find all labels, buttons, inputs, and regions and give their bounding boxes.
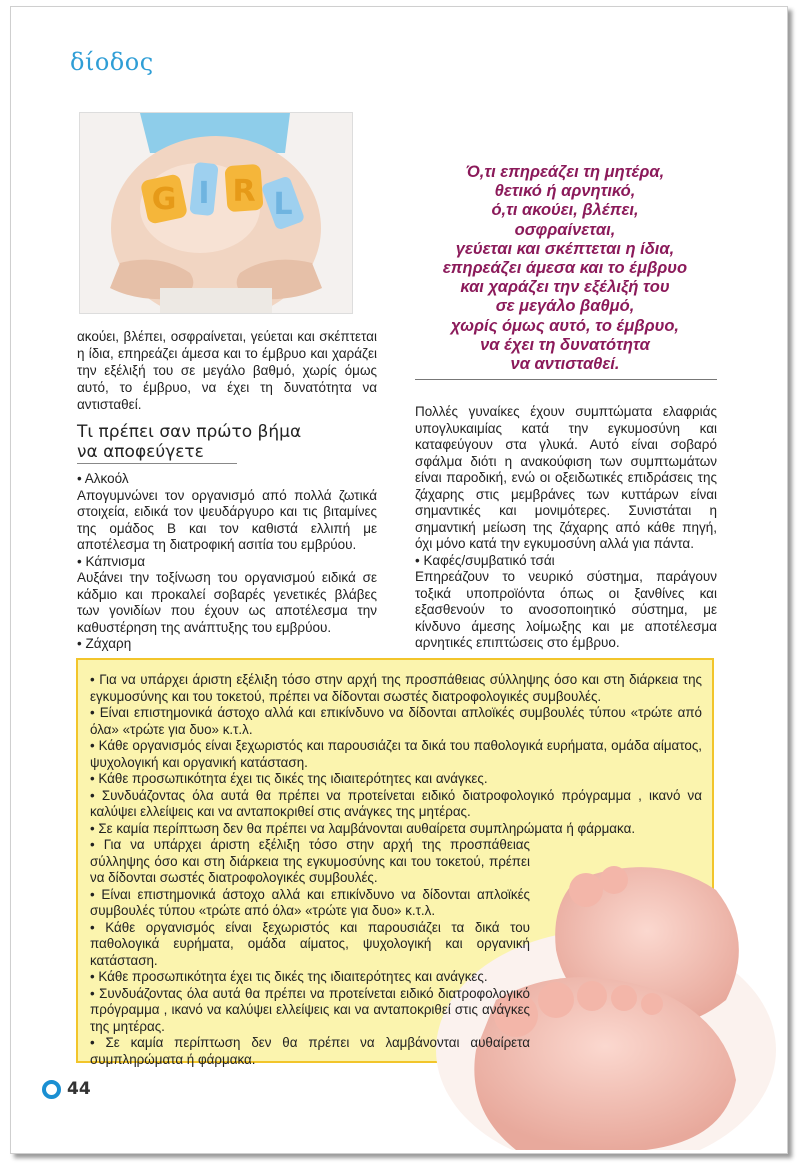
quote-line: και χαράζει την εξέλιξή του [460,278,670,297]
letter-i: I [198,176,210,211]
quote-line: γεύεται και σκέπτεται η ίδια, [455,239,675,258]
quote-line: να έχει τη δυνατότητα [480,335,650,354]
advice-list-narrow [90,837,530,1068]
advice-item: • Είναι επιστημονικά άστοχο αλλά και επικίνδυνο να δίδονται απλοϊκές συμβουλές τύπου «τρώτε από όλα» «τρώτε για δυο» κ.τ.λ. [90,886,530,918]
quote-line: οσφραίνεται, [514,220,616,239]
advice-item: • Κάθε προσωπικότητα έχει τις δικές της ιδιαιτερότητες και ανάγκες. [90,771,488,786]
advice-item: • Κάθε οργανισμός είναι ξεχωριστός και παρουσιάζει τα δικά του παθολογικά ευρήματα, ομάδα αίματος, ψυχολογική και οργανική κατάσταση. [90,919,530,968]
coffee-paragraph: Επηρεάζουν το νευρικό σύστημα, παράγουν τοξικά υποπροϊόντα όπως οι ξανθίνες και εξασθενούν το ανοσοποιητικό σύστημα, με κίνδυνο άμεσης λοίμωξης και με αποτέλεσμα αρνητικές επιπτώσεις στο έμβρυο. [415,569,717,650]
list-item-alcohol: • Αλκοόλ [77,471,129,486]
quote-line: Ό,τι επηρεάζει τη μητέρα, [465,163,665,181]
advice-item: • Για να υπάρχει άριστη εξέλιξη τόσο στην αρχή της προσπάθειας σύλληψης όσο και στη διάρκεια της εγκυμοσύνης και του τοκετού, πρέπει να δίδονται σωστές διατροφολογικές συμβουλές. [90,672,702,704]
list-text-alcohol: Απογυμνώνει τον οργανισμό από πολλά ζωτικά στοιχεία, ειδικά τον ψευδάργυρο και τις βιταμίνες της ομάδος Β και τον καθιστά ελλιπή με αποτέλεσμα τη διατροφική ασιτία του εμβρύου. [77,487,377,552]
quote-line: επηρεάζει άμεσα και το έμβρυο [442,259,688,278]
pull-quote [415,163,715,374]
advice-item: • Σε καμία περίπτωση δεν θα πρέπει να λαμβάνονται αυθαίρετα συμπληρώματα ή φάρμακα. [90,820,636,836]
page-number [42,1079,91,1099]
advice-item: • Συνδυάζοντας όλα αυτά θα πρέπει να προτείνεται ειδικό διατροφολογικό πρόγραμμα , ικανό να καλύψει ελλείψεις και να ανταποκριθεί στις ανάγκες της μητέρας. [90,787,702,819]
letter-r: R [232,174,256,209]
quote-line: ό,τι ακούει, βλέπει, [491,201,639,220]
advice-item: • Για να υπάρχει άριστη εξέλιξη τόσο στην αρχή της προσπάθειας σύλληψης όσο και στη διάρκεια της εγκυμοσύνης και του τοκετού, πρέπει να δίδονται σωστές διατροφολογικές συμβουλές. [90,837,530,885]
heading-line-2: να αποφεύγετε [77,442,204,462]
sugar-paragraph: Πολλές γυναίκες έχουν συμπτώματα ελαφριάς υπογλυκαιμίας κατά την εγκυμοσύνη και καταφεύγουν στα γλυκά. Αυτό είναι σοβαρό σφάλμα διότι η ανακούφιση των συμπτωμάτων είναι παροδική, ενώ οι οξειδωτικές επιδράσεις της ζάχαρης στις μεμβράνες των κυττάρων είναι σημαντικές και μονιμότερες. Συνιστάται η σημαντική μείωση της ζάχαρης από κάθε πηγή, όχι μόνο κατά την εγκυμοσύνη αλλά για πάντα. [415,404,717,551]
list-item-smoking: • Κάπνισμα [77,553,146,569]
advice-item: • Κάθε προσωπικότητα έχει τις δικές της ιδιαιτερότητες και ανάγκες. [90,969,488,984]
page-number-text: 44 [67,1079,91,1099]
quote-line: θετικό ή αρνητικό, [494,182,636,201]
list-text-smoking: Αυξάνει την τοξίνωση του οργανισμού ειδικά σε κάδμιο και προκαλεί σοβαρές γενετικές βλάβες των γονιδίων που έχουν ως αποτέλεσμα την καθυστέρηση της ανάπτυξης του εμβρύου. [77,570,377,635]
pregnant-belly-photo [79,112,353,314]
advice-item: • Συνδυάζοντας όλα αυτά θα πρέπει να προτείνεται ειδικό διατροφολογικό πρόγραμμα , ικανό να καλύψει ελλείψεις και να ανταποκριθεί στις ανάγκες της μητέρας. [90,985,530,1034]
circle-icon [42,1080,61,1099]
quote-divider [415,379,717,380]
heading-line-1: Τι πρέπει σαν πρώτο βήμα [77,422,302,442]
advice-list [90,672,702,1068]
quote-line: χωρίς όμως αυτό, το έμβρυο, [450,316,680,335]
pregnant-belly-illustration [80,113,352,313]
list-item-coffee: • Καφές/συμβατικό τσάι [415,552,555,568]
quote-line: να αντισταθεί. [510,355,620,374]
left-column-list [77,471,377,653]
list-item-sugar: • Ζάχαρη [77,636,132,651]
right-column-text [415,404,717,652]
letter-l: L [273,187,293,222]
letter-g: G [151,182,177,217]
heading-underline [77,463,237,464]
left-intro-paragraph: ακούει, βλέπει, οσφραίνεται, γεύεται και σκέπτεται η ίδια, επηρεάζει άμεσα και το έμβρυο και χαράζει την εξέλιξή του σε μεγάλο βαθμό, χωρίς όμως αυτό, το έμβρυο, να έχει τη δυνατότητα να αντισταθεί. [77,329,377,412]
quote-line: σε μεγάλο βαθμό, [495,297,635,316]
advice-item: • Είναι επιστημονικά άστοχο αλλά και επικίνδυνο να δίδονται απλοϊκές συμβουλές τύπου «τρώτε από όλα» «τρώτε για δυο» κ.τ.λ. [90,705,702,737]
magazine-logo: δίοδος [70,48,154,76]
section-heading [77,422,337,462]
advice-item: • Κάθε οργανισμός είναι ξεχωριστός και παρουσιάζει τα δικά του παθολογικά ευρήματα, ομάδα αίματος, ψυχολογική και οργανική κατάσταση. [90,738,702,770]
advice-item: • Σε καμία περίπτωση δεν θα πρέπει να λαμβάνονται αυθαίρετα συμπληρώματα ή φάρμακα. [90,1035,530,1067]
